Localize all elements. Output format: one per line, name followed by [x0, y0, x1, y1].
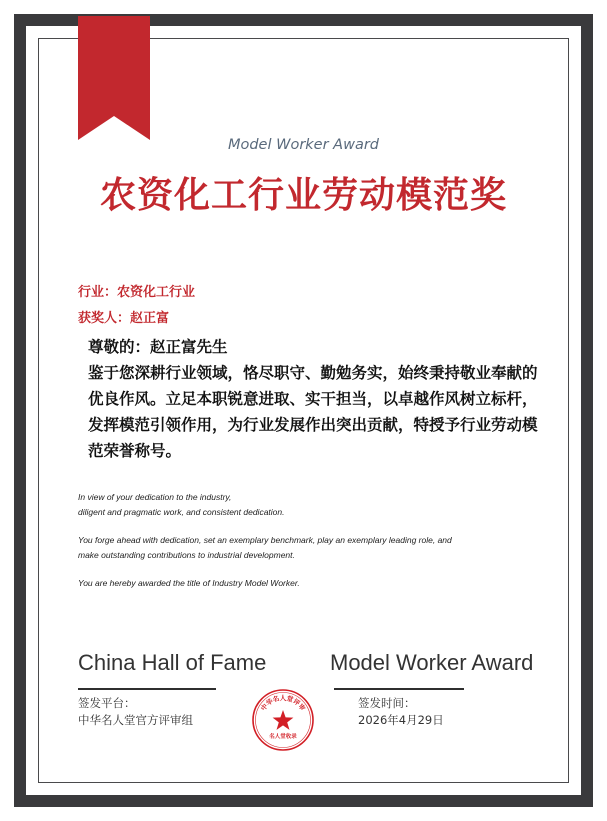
signature-issuer-name: China Hall of Fame: [78, 650, 267, 675]
english-paragraph-2: [78, 533, 538, 563]
english-line: make outstanding contributions to industrial development.: [78, 550, 295, 560]
certificate-title: 农资化工行业劳动模范奖: [99, 175, 507, 216]
chinese-body: [88, 334, 538, 464]
platform-value: 中华名人堂官方评审组: [78, 713, 193, 727]
certificate-subtitle: Model Worker Award: [227, 137, 380, 153]
issue-date-label: 签发时间：: [358, 696, 416, 710]
svg-text:名人堂收录: 名人堂收录: [269, 734, 297, 740]
ribbon-bookmark-icon: [78, 16, 150, 140]
svg-text:中华名人堂评审: 中华名人堂评审: [259, 694, 307, 713]
english-line: diligent and pragmatic work, and consistent dedication.: [78, 507, 285, 517]
citation-text: 鉴于您深耕行业领域，恪尽职守、勤勉务实，始终秉持敬业奉献的优良作风。立足本职锐意进取、实干担当，以卓越作风树立标杆，发挥模范引领作用，为行业发展作出突出贡献，特授予行业劳动模范荣誉称号。: [88, 364, 538, 460]
salutation: 尊敬的：赵正富先生: [88, 338, 228, 356]
signature-line-right: [334, 688, 464, 690]
platform-label: 签发平台：: [78, 696, 136, 710]
english-line: You are hereby awarded the title of Industry Model Worker.: [78, 578, 300, 588]
issue-date-value: 2026年4月29日: [358, 713, 444, 727]
english-paragraph-3: [78, 576, 538, 591]
awardee-label: 获奖人：赵正富: [78, 311, 170, 326]
english-paragraph-1: [78, 490, 538, 520]
official-seal-icon: [251, 688, 315, 752]
english-line: In view of your dedication to the industry,: [78, 492, 232, 502]
industry-label: 行业：农资化工行业: [78, 285, 196, 300]
signature-line-left: [78, 688, 216, 690]
english-line: You forge ahead with dedication, set an exemplary benchmark, play an exemplary leading role, and: [78, 535, 452, 545]
signature-award-name: Model Worker Award: [330, 650, 534, 675]
